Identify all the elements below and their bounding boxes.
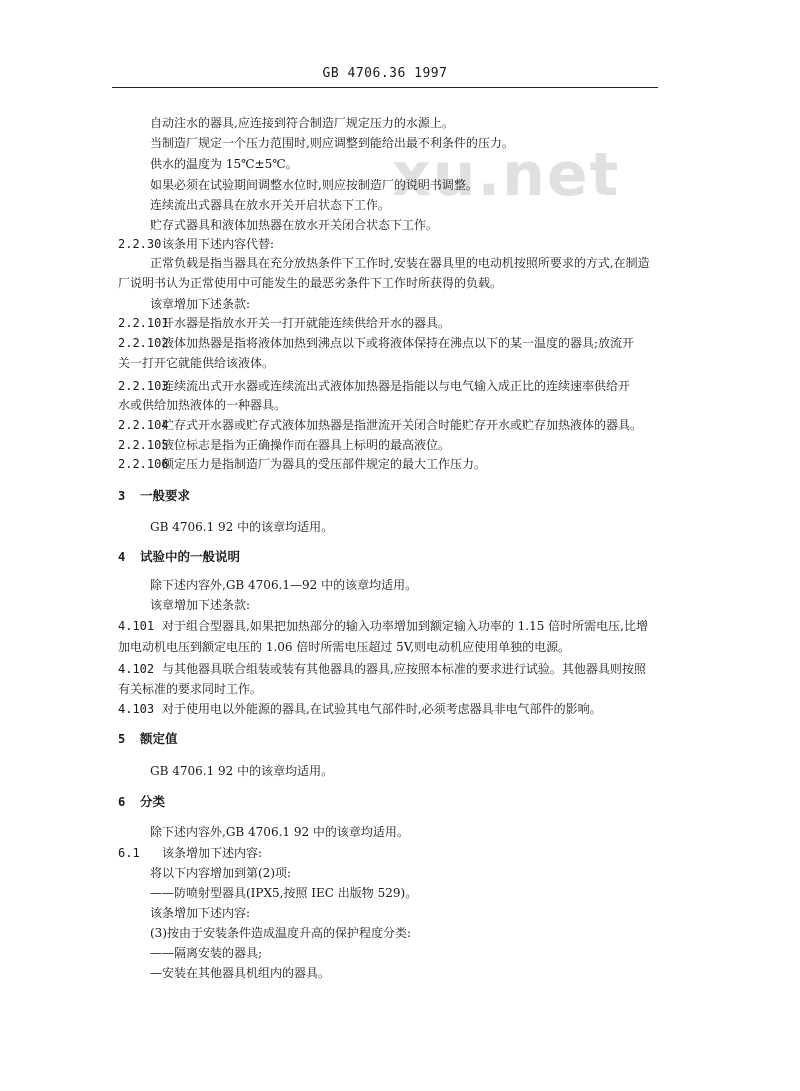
page-header: GB 4706.36 1997: [322, 66, 448, 81]
clause-number: 4.102: [118, 662, 155, 676]
line-text: 厂说明书认为正常使用中可能发生的最恶劣条件下工作时所获得的负载。: [118, 276, 503, 290]
line-text: 液体加热器是指将液体加热到沸点以下或将液体保持在沸点以下的某一温度的器具;放流开: [162, 336, 635, 350]
section-heading: [118, 489, 190, 503]
clause-number: 3: [118, 489, 126, 503]
text-line: [150, 598, 250, 612]
clause-number: 2.2.106: [118, 457, 169, 471]
text-line: [150, 198, 390, 212]
clause-number: 6.1: [118, 846, 140, 860]
line-text: 加电动机电压到额定电压的 1.06 倍时所需电压超过 5V,则电动机应使用单独的电源。: [118, 640, 571, 654]
line-text: 如果必须在试验期间调整水位时,则应按制造厂的说明书调整。: [150, 178, 478, 192]
clause-line: [118, 457, 486, 471]
line-text: 连续流出式器具在放水开关开启状态下工作。: [150, 198, 391, 212]
text-line: [118, 356, 274, 370]
clause-line: [118, 316, 450, 330]
clause-line: [118, 237, 274, 251]
line-text: 额定压力是指制造厂为器具的受压部件规定的最大工作压力。: [162, 457, 487, 471]
clause-line: [118, 619, 648, 633]
line-text: 该条增加下述内容:: [162, 846, 263, 860]
text-line: [150, 906, 250, 920]
text-line: [150, 218, 438, 232]
line-text: —安装在其他器具机组内的器具。: [150, 966, 331, 980]
clause-number: 2.2.103: [118, 379, 169, 393]
line-text: 该条增加下述内容:: [150, 906, 251, 920]
line-text: 该章增加下述条款:: [150, 598, 251, 612]
clause-line: [118, 438, 450, 452]
line-text: 贮存式器具和液体加热器在放水开关闭合状态下工作。: [150, 218, 439, 232]
text-line: [118, 276, 502, 290]
header-rule: [112, 87, 658, 88]
text-line: [150, 520, 333, 534]
line-text: 对于组合型器具,如果把加热部分的输入功率增加到额定输入功率的 1.15 倍时所需电压,比增: [162, 619, 648, 633]
text-line: [150, 866, 291, 880]
line-text: 自动注水的器具,应连接到符合制造厂规定压力的水源上。: [150, 116, 454, 130]
section-heading: [118, 795, 165, 809]
line-text: 当制造厂规定一个压力范围时,则应调整到能给出最不利条件的压力。: [150, 136, 514, 150]
line-text: 该章增加下述条款:: [150, 297, 251, 311]
section-heading: [118, 732, 178, 746]
text-line: [150, 256, 650, 270]
clause-line: [118, 379, 630, 393]
text-line: [150, 926, 411, 940]
clause-line: [118, 336, 634, 350]
line-text: (3)按由于安装条件造成温度升高的保护程度分类:: [150, 926, 412, 940]
text-line: [150, 966, 330, 980]
text-line: [150, 157, 298, 171]
text-line: [150, 136, 514, 150]
line-text: 除下述内容外,GB 4706.1—92 中的该章均适用。: [150, 578, 418, 592]
text-line: [118, 682, 262, 696]
line-text: ——隔离安装的器具;: [150, 946, 263, 960]
line-text: 有关标准的要求同时工作。: [118, 682, 263, 696]
line-text: 与其他器具联合组装或装有其他器具的器具,应按照本标准的要求进行试验。其他器具则按照: [162, 662, 646, 676]
line-text: 额定值: [140, 731, 178, 746]
line-text: 开水器是指放水开关一打开就能连续供给开水的器具。: [162, 316, 451, 330]
clause-number: 2.2.102: [118, 336, 169, 350]
line-text: 将以下内容增加到第(2)项:: [150, 866, 292, 880]
line-text: 对于使用电以外能源的器具,在试验其电气部件时,必须考虑器具非电气部件的影响。: [162, 702, 602, 716]
line-text: 该条用下述内容代替:: [162, 237, 275, 251]
line-text: 分类: [140, 794, 166, 809]
clause-number: 4.103: [118, 702, 155, 716]
line-text: 供水的温度为 15℃±5℃。: [150, 157, 298, 171]
text-line: [150, 764, 333, 778]
line-text: 贮存式开水器或贮存式液体加热器是指泄流开关闭合时能贮存开水或贮存加热液体的器具。: [162, 418, 643, 432]
clause-number: 2.2.105: [118, 438, 169, 452]
line-text: 关一打开它就能供给该液体。: [118, 356, 275, 370]
clause-number: 4.101: [118, 619, 155, 633]
text-line: [150, 116, 454, 130]
text-line: [150, 297, 250, 311]
line-text: 试验中的一般说明: [140, 549, 241, 564]
line-text: ——防喷射型器具(IPX5,按照 IEC 出版物 529)。: [150, 886, 418, 900]
clause-number: 2.2.101: [118, 316, 169, 330]
clause-number: 2.2.30: [118, 237, 162, 251]
clause-line: [118, 418, 642, 432]
clause-number: 6: [118, 795, 126, 809]
line-text: GB 4706.1 92 中的该章均适用。: [150, 520, 334, 534]
text-line: [150, 578, 417, 592]
clause-number: 5: [118, 732, 126, 746]
line-text: 水或供给加热液体的一种器具。: [118, 398, 287, 412]
text-line: [150, 178, 478, 192]
line-text: 一般要求: [140, 488, 191, 503]
text-line: [150, 825, 409, 839]
text-line: [118, 398, 286, 412]
watermark: xu.net: [392, 140, 621, 210]
clause-line: [118, 662, 646, 676]
line-text: 液位标志是指为正确操作而在器具上标明的最高液位。: [162, 438, 451, 452]
line-text: 除下述内容外,GB 4706.1 92 中的该章均适用。: [150, 825, 409, 839]
clause-number: 2.2.104: [118, 418, 169, 432]
text-line: [118, 640, 570, 654]
text-line: [150, 946, 262, 960]
line-text: GB 4706.1 92 中的该章均适用。: [150, 764, 334, 778]
clause-line: [118, 846, 262, 860]
text-line: [150, 886, 417, 900]
clause-line: [118, 702, 602, 716]
line-text: 连续流出式开水器或连续流出式液体加热器是指能以与电气输入成正比的连续速率供给开: [162, 379, 631, 393]
line-text: 正常负载是指当器具在充分放热条件下工作时,安装在器具里的电动机按照所要求的方式,在制造: [150, 256, 650, 270]
section-heading: [118, 550, 240, 564]
clause-number: 4: [118, 550, 126, 564]
